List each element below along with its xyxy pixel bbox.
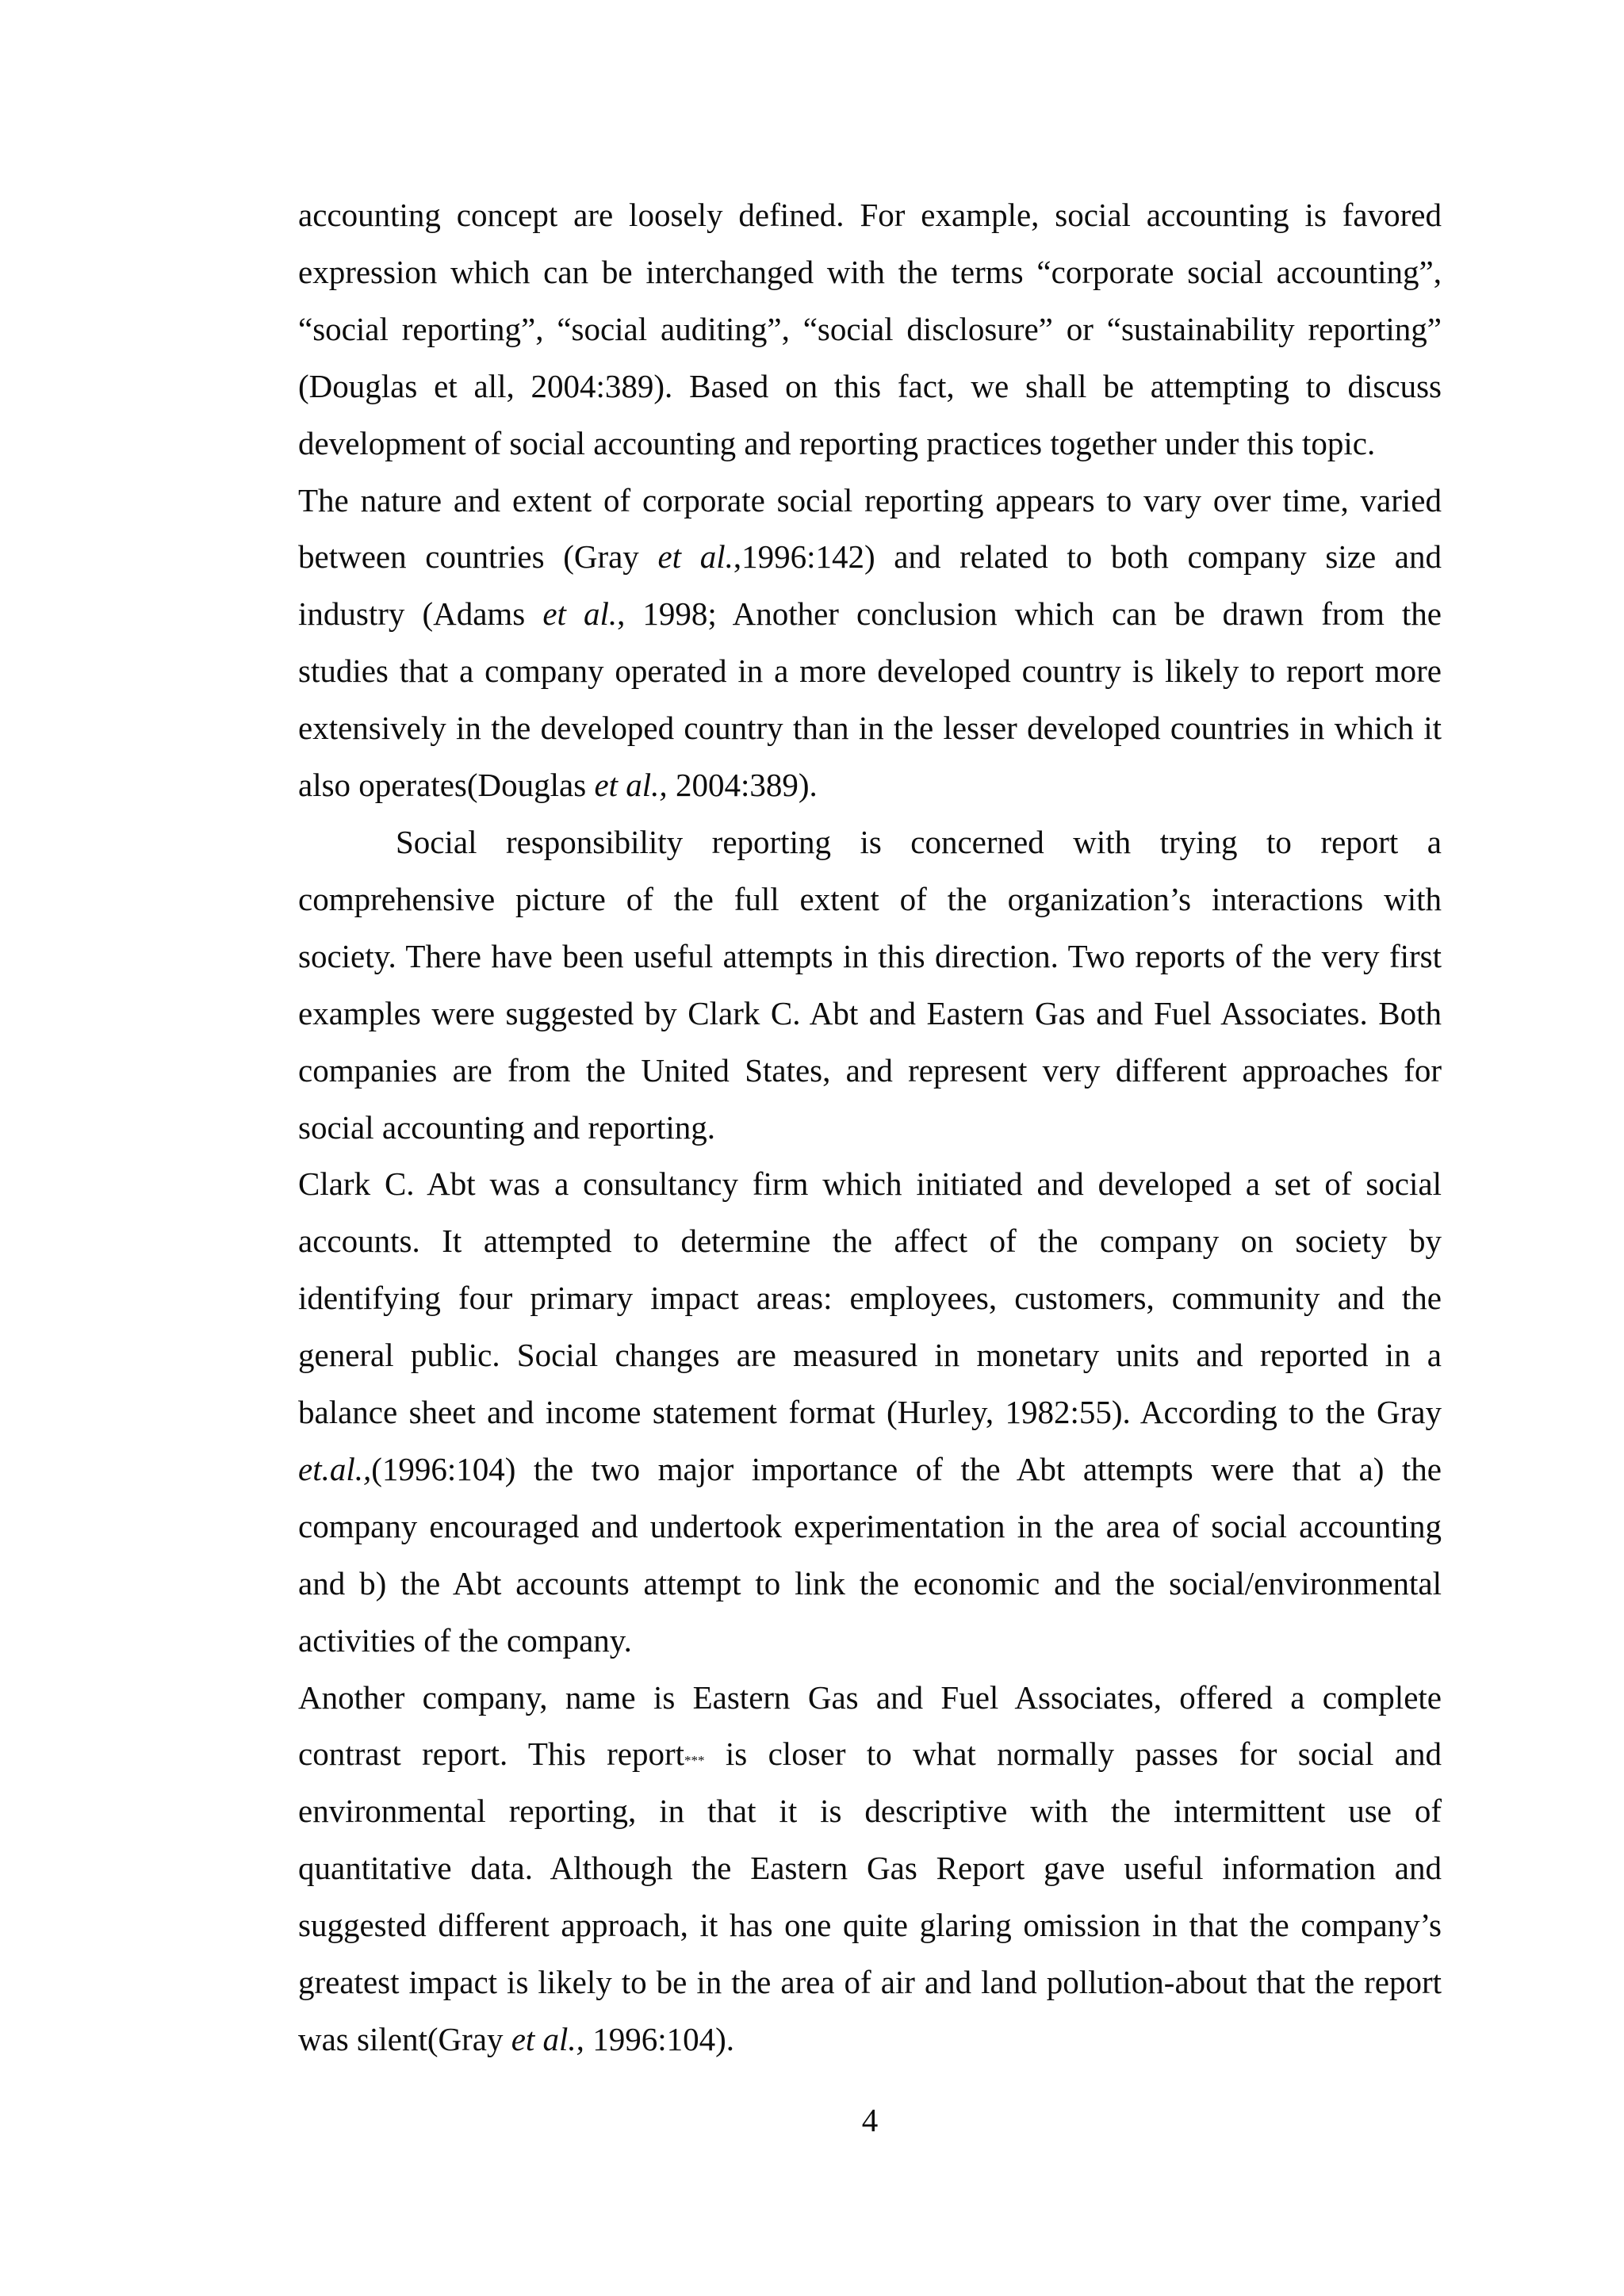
text-run: general public. Social changes are measured in monetary units and reported in a xyxy=(298,1337,1442,1374)
text-run: 2004:389). xyxy=(667,767,818,804)
text-run: (Douglas et all, 2004:389). Based on this fact, we shall be attempting to discuss xyxy=(298,367,1442,404)
text-line xyxy=(298,871,1442,928)
text-run: is closer to what normally passes for social and xyxy=(704,1735,1442,1773)
body-text xyxy=(298,187,1442,2068)
text-run: expression which can be interchanged with the terms “corporate social accounting”, xyxy=(298,253,1442,290)
text-run: The nature and extent of corporate social reporting appears to vary over time, varied xyxy=(298,481,1442,519)
text-run: identifying four primary impact areas: employees, customers, community and the xyxy=(298,1280,1442,1317)
text-line xyxy=(298,1156,1442,1213)
text-run: , 1998; Another conclusion which can be drawn from the xyxy=(617,595,1442,633)
text-line xyxy=(298,358,1442,415)
text-run: was silent(Gray xyxy=(298,2021,511,2057)
text-line xyxy=(298,1270,1442,1327)
text-run: Social responsibility reporting is concerned with trying to report a xyxy=(396,823,1442,860)
text-run: and b) the Abt accounts attempt to link the economic and the social/environmental xyxy=(298,1564,1442,1601)
paragraph xyxy=(298,1156,1442,1669)
text-run: accounting concept are loosely defined. For example, social accounting is favored xyxy=(298,197,1442,233)
text-run: Clark C. Abt was a consultancy firm which initiated and developed a set of social xyxy=(298,1165,1442,1203)
italic-citation: et al., xyxy=(594,767,668,804)
italic-citation: et al. xyxy=(657,538,733,576)
text-line xyxy=(298,1498,1442,1556)
text-line xyxy=(298,1726,1442,1783)
text-line xyxy=(298,1670,1442,1727)
footnote-marker: *** xyxy=(684,1753,705,1769)
text-line xyxy=(298,2011,1442,2068)
text-run: industry (Adams xyxy=(298,595,543,633)
paragraph xyxy=(298,187,1442,473)
text-run: social accounting and reporting. xyxy=(298,1108,715,1146)
text-run: also operates(Douglas xyxy=(298,767,595,804)
text-line xyxy=(298,1954,1442,2011)
italic-citation: et al., xyxy=(511,2021,584,2057)
text-run: ,1996:142) and related to both company size and xyxy=(733,538,1442,576)
italic-citation: et.al., xyxy=(298,1450,372,1487)
text-line xyxy=(298,985,1442,1043)
text-line xyxy=(298,928,1442,985)
text-run: (1996:104) the two major importance of the Abt attempts were that a) the xyxy=(371,1450,1442,1487)
text-run: “social reporting”, “social auditing”, “social disclosure” or “sustainability reporting” xyxy=(298,310,1442,347)
text-run: activities of the company. xyxy=(298,1621,632,1659)
text-run: quantitative data. Although the Eastern Gas Report gave useful information and xyxy=(298,1850,1442,1887)
text-run: greatest impact is likely to be in the area of air and land pollution-about that the report xyxy=(298,1964,1442,2001)
text-line xyxy=(298,1441,1442,1498)
text-line xyxy=(298,643,1442,700)
text-line xyxy=(298,1897,1442,1954)
text-run: comprehensive picture of the full extent of the organization’s interactions with xyxy=(298,880,1442,917)
text-line xyxy=(298,586,1442,643)
text-line xyxy=(298,244,1442,301)
text-line xyxy=(298,1327,1442,1384)
text-line xyxy=(298,757,1442,814)
text-line xyxy=(298,187,1442,244)
text-line xyxy=(298,1556,1442,1613)
text-run: balance sheet and income statement format (Hurley, 1982:55). According to the Gray xyxy=(298,1394,1442,1431)
text-line xyxy=(298,1043,1442,1100)
text-run: suggested different approach, it has one quite glaring omission in that the company’s xyxy=(298,1907,1442,1944)
page-number: 4 xyxy=(861,2102,879,2138)
text-line xyxy=(298,529,1442,586)
text-line xyxy=(298,1384,1442,1441)
text-line xyxy=(298,700,1442,757)
text-line xyxy=(298,1840,1442,1897)
text-line xyxy=(298,814,1442,871)
text-line xyxy=(298,301,1442,358)
text-run: environmental reporting, in that it is descriptive with the intermittent use of xyxy=(298,1793,1442,1830)
text-run: studies that a company operated in a more developed country is likely to report more xyxy=(298,652,1442,690)
paragraph xyxy=(298,473,1442,814)
text-line xyxy=(298,415,1442,473)
text-run: 1996:104). xyxy=(584,2021,734,2057)
italic-citation: et al. xyxy=(542,595,618,633)
text-run: society. There have been useful attempts in this direction. Two reports of the very first xyxy=(298,937,1442,974)
text-line xyxy=(298,473,1442,530)
text-run: Another company, name is Eastern Gas and Fuel Associates, offered a complete xyxy=(298,1678,1442,1716)
text-line xyxy=(298,1100,1442,1157)
text-run: extensively in the developed country than in the lesser developed countries in which it xyxy=(298,710,1442,747)
text-run: contrast report. This report xyxy=(298,1735,685,1773)
text-run: company encouraged and undertook experimentation in the area of social accounting xyxy=(298,1507,1442,1544)
text-line xyxy=(298,1213,1442,1270)
text-run: between countries (Gray xyxy=(298,538,658,576)
text-line xyxy=(298,1613,1442,1670)
text-line xyxy=(298,1783,1442,1840)
paragraph-indented xyxy=(298,814,1442,1156)
text-run: accounts. It attempted to determine the affect of the company on society by xyxy=(298,1223,1442,1260)
text-run: companies are from the United States, and represent very different approaches for xyxy=(298,1051,1442,1089)
paragraph xyxy=(298,1670,1442,2068)
text-run: examples were suggested by Clark C. Abt and Eastern Gas and Fuel Associates. Both xyxy=(298,994,1442,1031)
text-run: development of social accounting and reporting practices together under this topic. xyxy=(298,424,1376,461)
